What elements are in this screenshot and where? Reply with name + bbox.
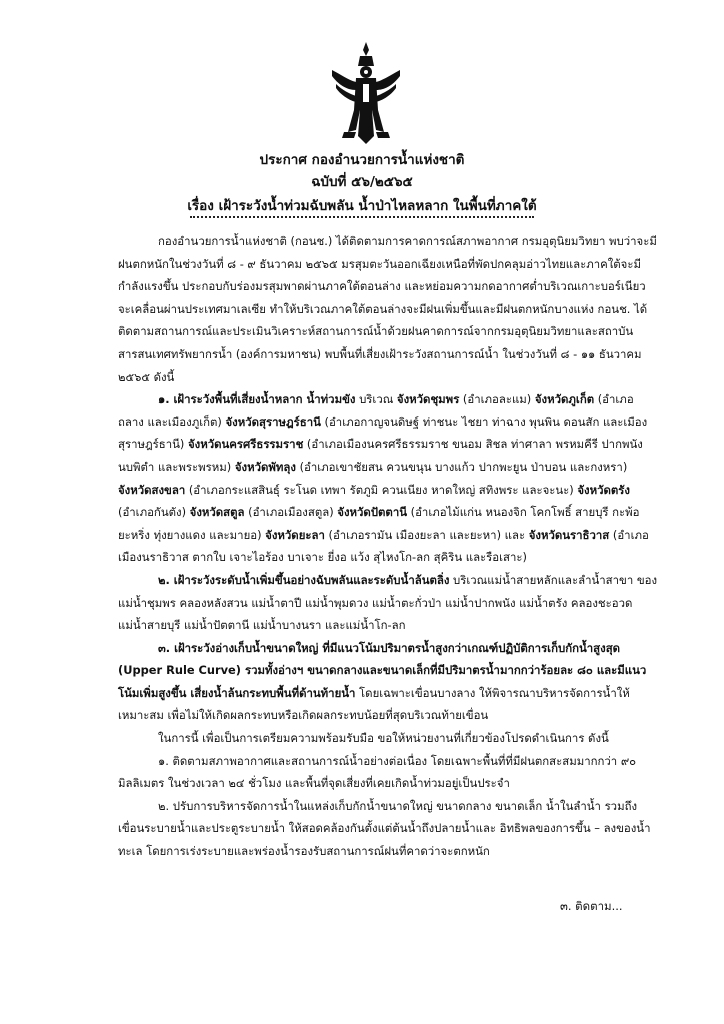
section-3-heading: ๓. เฝ้าระวังอ่างเก็บน้ำขนาดใหญ่ ที่มีแนวโน้มปริมาตรน้ำสูงกว่าเกณฑ์ปฏิบัติการเก็บกักน้ำสูงสุด (Upper Rule Curve) รวมทั้งอ่างฯ ขนาดกลางและขนาดเล็กที่มีปริมาตรน้ำมากกว่าร้อยละ ๘๐ และมีแนวโน้มเพิ่มสูงขึ้น เสี่ยงน้ำล้นกระทบพื้นที่ด้านท้ายน้ำ: [118, 640, 647, 700]
announcement-subject: เรื่อง เฝ้าระวังน้ำท่วมฉับพลัน น้ำป่าไหลหลาก ในพื้นที่ภาคใต้: [187, 198, 537, 214]
province: จังหวัดตรัง: [577, 482, 630, 497]
section-2-text: บริเวณแม่น้ำสายหลักและลำน้ำสาขา ของแม่น้ำชุมพร คลองหลังสวน แม่น้ำตาปี แม่น้ำพุมดวง แม่น้ำตะกั่วป่า แม่น้ำปากพนัง แม่น้ำตรัง คลองชะอวด แม่น้ำสายบุรี แม่น้ำปัตตานี แม่น้ำบางนรา และแม่น้ำโก-ลก: [118, 572, 658, 633]
text: (อำเภอไม้แก่น หนองจิก โคกโพธิ์ สายบุรี กะพ้อ ยะหริ่ง ทุ่งยางแดง และมายอ): [118, 505, 640, 542]
province: จังหวัดภูเก็ต: [534, 392, 595, 407]
request-item-2: ๒. ปรับการบริหารจัดการน้ำในแหล่งเก็บกักน้ำขนาดใหญ่ ขนาดกลาง ขนาดเล็ก น้ำในลำน้ำ รวมถึงเขื่อนระบายน้ำและประตูระบายน้ำ ให้สอดคล้องกันตั้งแต่ต้นน้ำถึงปลายน้ำและ อิทธิพลของการขึ้น – ลงของน้ำทะเล โดยการเร่งระบายและพร่องน้ำรองรับสถานการณ์ฝนที่คาดว่าจะตกหนัก: [118, 798, 651, 859]
announcement-number: ฉบับที่ ๕๖/๒๕๖๕: [311, 174, 413, 190]
section-2-heading: ๒. เฝ้าระวังระดับน้ำเพิ่มขึ้นอย่างฉับพลันและระดับน้ำล้นตลิ่ง: [158, 572, 450, 587]
province: จังหวัดพัทลุง: [234, 459, 296, 474]
dotted-divider: [190, 216, 534, 218]
text: (อำเภอเมืองสตูล): [244, 505, 338, 520]
text: บริเวณ: [355, 392, 397, 407]
text: (อำเภอกันตัง): [118, 505, 190, 520]
section-1: [118, 388, 658, 569]
text: (อำเภอรามัน เมืองยะลา และยะหา) และ: [324, 527, 529, 542]
province: จังหวัดยะลา: [265, 527, 325, 542]
continued-marker: ๓. ติดตาม...: [560, 899, 623, 913]
intro-paragraph: กองอำนวยการน้ำแห่งชาติ (กอนช.) ได้ติดตามการคาดการณ์สภาพอากาศ กรมอุตุนิยมวิทยา พบว่าจะมีฝนตกหนักในช่วงวันที่ ๘ - ๙ ธันวาคม ๒๕๖๕ มรสุมตะวันออกเฉียงเหนือที่พัดปกคลุมอ่าวไทยและภาคใต้จะมีกำลังแรงขึ้น ประกอบกับร่องมรสุมพาดผ่านภาคใต้ตอนล่าง และหย่อมความกดอากาศต่ำบริเวณเกาะบอร์เนียวจะเคลื่อนผ่านประเทศมาเลเซีย ทำให้บริเวณภาคใต้ตอนล่างจะมีฝนเพิ่มขึ้นและมีฝนตกหนักบางแห่ง กอนช. ได้ติดตามสถานการณ์และประเมินวิเคราะห์สถานการณ์น้ำด้วยฝนคาดการณ์จากกรมอุตุนิยมวิทยาและสถาบันสารสนเทศทรัพยากรน้ำ (องค์การมหาชน) พบพื้นที่เสี่ยงเฝ้าระวังสถานการณ์น้ำ ในช่วงวันที่ ๘ - ๑๑ ธันวาคม ๒๕๖๕ ดังนี้: [118, 234, 657, 384]
section-2: [118, 569, 658, 637]
text: (อำเภอถลาง และเมืองภูเก็ต): [118, 392, 634, 429]
province: จังหวัดนครศรีธรรมราช: [187, 437, 304, 452]
request-item-1: ๑. ติดตามสภาพอากาศและสถานการณ์น้ำอย่างต่อเนื่อง โดยเฉพาะพื้นที่ที่มีฝนตกสะสมมากกว่า ๙๐ มิลลิเมตร ในช่วงเวลา ๒๔ ชั่วโมง และพื้นที่จุดเสี่ยงที่เคยเกิดน้ำท่วมอยู่เป็นประจำ: [118, 753, 637, 791]
section-3-text: โดยเฉพาะเขื่อนบางลาง ให้พิจารณาบริหารจัดการน้ำให้เหมาะสม เพื่อไม่ให้เกิดผลกระทบหรือเกิดผลกระทบน้อยที่สุดบริเวณท้ายเขื่อน: [118, 685, 630, 723]
announcement-title: ประกาศ กองอำนวยการน้ำแห่งชาติ: [259, 152, 465, 168]
text: (อำเภอเมืองนราธิวาส ตากใบ เจาะไอร้อง บาเจาะ ยี่งอ แว้ง สุไหงโก-ลก สุคิริน และรือเสาะ): [118, 527, 649, 565]
document-body: [118, 230, 658, 863]
province: จังหวัดสุราษฎร์ธานี: [225, 414, 321, 429]
province: จังหวัดสตูล: [189, 505, 245, 520]
text: (อำเภอกระแสสินธุ์ ระโนด เทพา รัตภูมิ ควนเนียง หาดใหญ่ สทิงพระ และจะนะ): [185, 482, 578, 497]
text: (อำเภอเมืองนครศรีธรรมราช ขนอม สิชล ท่าศาลา พรหมคีรี ปากพนัง นบพิตำ และพระพรหม): [118, 437, 643, 474]
section-3: [118, 637, 658, 727]
province: จังหวัดนราธิวาส: [528, 527, 610, 542]
province: จังหวัดชุมพร: [396, 392, 460, 407]
request-paragraph: ในการนี้ เพื่อเป็นการเตรียมความพร้อมรับมือ ขอให้หน่วยงานที่เกี่ยวข้องโปรดดำเนินการ ดังนี้: [158, 731, 609, 746]
section-1-heading: ๑. เฝ้าระวังพื้นที่เสี่ยงน้ำหลาก น้ำท่วมขัง: [158, 392, 356, 407]
text: (อำเภอกาญจนดิษฐ์ ท่าชนะ ไชยา ท่าฉาง พุนพิน ดอนสัก และเมืองสุราษฎร์ธานี): [118, 414, 648, 452]
text: (อำเภอเขาชัยสน ควนขนุน บางแก้ว ปากพะยูน ป่าบอน และกงหรา): [295, 459, 628, 474]
province: จังหวัดปัตตานี: [337, 505, 408, 520]
text: (อำเภอละแม): [459, 392, 535, 407]
garuda-emblem-icon: [330, 40, 402, 152]
province: จังหวัดสงขลา: [118, 482, 186, 497]
